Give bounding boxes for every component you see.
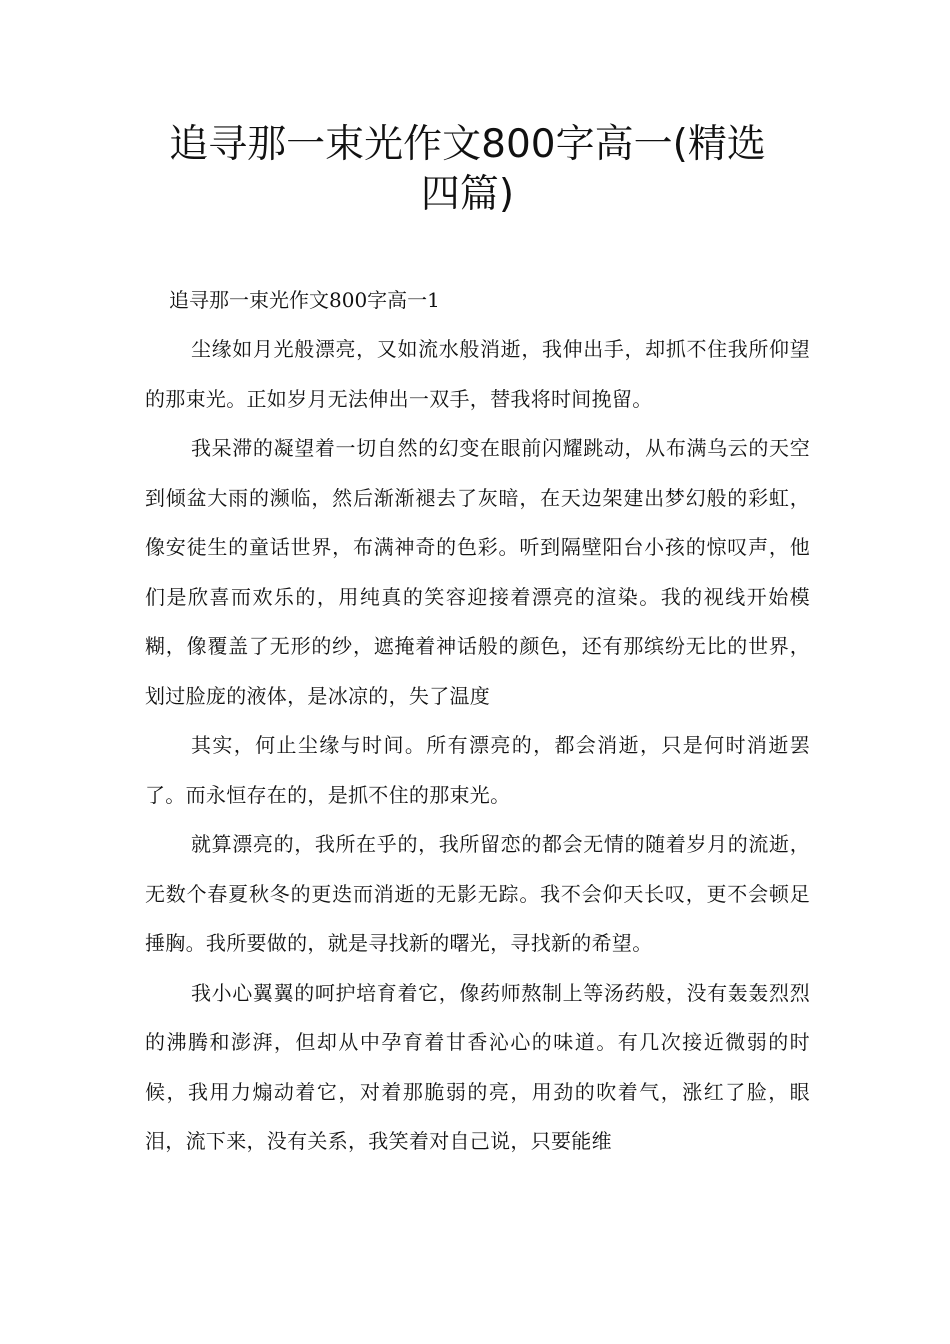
- paragraph-3: 其实，何止尘缘与时间。所有漂亮的，都会消逝，只是何时消逝罢了。而永恒存在的，是抓不住的那束光。: [145, 733, 810, 807]
- paragraph-5: 我小心翼翼的呵护培育着它，像药师熬制上等汤药般，没有轰轰烈烈的沸腾和澎湃，但却从中孕育着甘香沁心的味道。有几次接近微弱的时候，我用力煽动着它，对着那脆弱的亮，用劲的吹着气，涨红了脸，眼泪，流下来，没有关系，我笑着对自己说，只要能维: [145, 980, 810, 1153]
- document-title: 追寻那一束光作文800字高一(精选四篇): [169, 122, 766, 217]
- essay-subheading: 追寻那一束光作文800字高一1: [169, 288, 440, 312]
- paragraph-4: 就算漂亮的，我所在乎的，我所留恋的都会无情的随着岁月的流逝，无数个春夏秋冬的更迭而消逝的无影无踪。我不会仰天长叹，更不会顿足捶胸。我所要做的，就是寻找新的曙光，寻找新的希望。: [145, 832, 810, 955]
- paragraph-1: 尘缘如月光般漂亮，又如流水般消逝，我伸出手，却抓不住我所仰望的那束光。正如岁月无法伸出一双手，替我将时间挽留。: [145, 337, 810, 411]
- paragraph-2: 我呆滞的凝望着一切自然的幻变在眼前闪耀跳动，从布满乌云的天空到倾盆大雨的濒临，然后渐渐褪去了灰暗，在天边架建出梦幻般的彩虹，像安徒生的童话世界，布满神奇的色彩。听到隔壁阳台小孩的惊叹声，他们是欣喜而欢乐的，用纯真的笑容迎接着漂亮的渲染。我的视线开始模糊，像覆盖了无形的纱，遮掩着神话般的颜色，还有那缤纷无比的世界，划过脸庞的液体，是冰凉的，失了温度: [145, 436, 810, 708]
